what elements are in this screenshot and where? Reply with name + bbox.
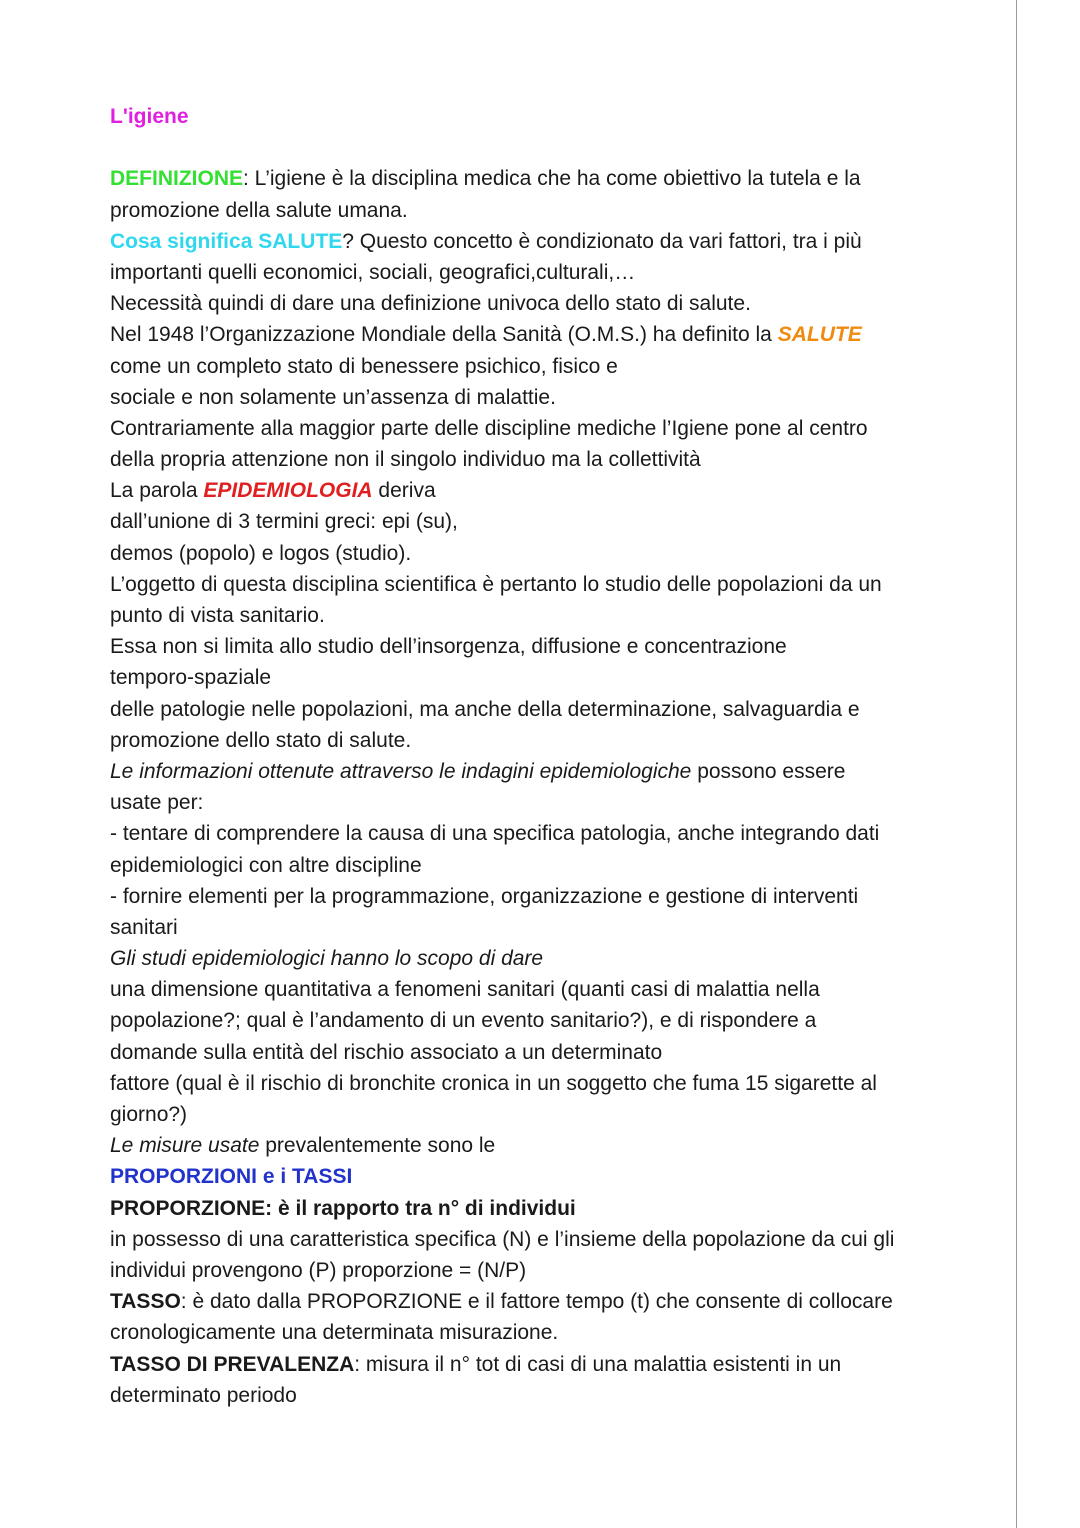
text-span: : L’igiene è la disciplina medica che ha come obiettivo la tutela e la: [243, 167, 861, 191]
term-definizione: DEFINIZIONE: [110, 167, 244, 191]
paragraph-line: punto di vista sanitario.: [110, 604, 325, 627]
term-tasso-di-prevalenza: TASSO DI PREVALENZA: [110, 1352, 355, 1376]
paragraph-line: [110, 319, 990, 350]
heading-proporzione: PROPORZIONE: è il rapporto tra n° di individui: [110, 1196, 576, 1220]
paragraph-line: epidemiologici con altre discipline: [110, 853, 422, 877]
text-span: La parola: [110, 479, 204, 503]
paragraph-line: popolazione?; qual è l’andamento di un evento sanitario?), e di rispondere a: [110, 1009, 817, 1033]
paragraph-line: sociale e non solamente un’assenza di malattie.: [110, 385, 556, 409]
paragraph-line: cronologicamente una determinata misurazione.: [110, 1321, 559, 1345]
paragraph-line: una dimensione quantitativa a fenomeni sanitari (quanti casi di malattia nella: [110, 978, 820, 1002]
text-span: prevalentemente sono le: [259, 1134, 496, 1158]
text-span: : è dato dalla PROPORZIONE e il fattore tempo (t) che consente di collocare: [180, 1290, 893, 1314]
heading-proporzioni-tassi: PROPORZIONI e i TASSI: [110, 1165, 353, 1189]
paragraph-line: sanitari: [110, 915, 178, 939]
paragraph-line: temporo-spaziale: [110, 666, 272, 690]
paragraph-line: giorno?): [110, 1103, 188, 1126]
page-title: L'igiene: [110, 105, 189, 128]
paragraph-line: [110, 475, 990, 506]
paragraph-line: demos (popolo) e logos (studio).: [110, 541, 412, 565]
paragraph-line: [110, 226, 990, 257]
term-epidemiologia: EPIDEMIOLOGIA: [203, 479, 373, 503]
italic-span: Le misure usate: [110, 1134, 260, 1158]
text-span: : misura il n° tot di casi di una malattia esistenti in un: [354, 1352, 842, 1376]
paragraph-line: usate per:: [110, 791, 204, 815]
paragraph-line: [110, 1286, 990, 1317]
paragraph-line: Contrariamente alla maggior parte delle discipline mediche l’Igiene pone al centro: [110, 416, 868, 440]
paragraph-line: domande sulla entità del rischio associato a un determinato: [110, 1040, 663, 1064]
paragraph-line: individui provengono (P) proporzione = (N/P): [110, 1258, 527, 1282]
paragraph-line: dall’unione di 3 termini greci: epi (su),: [110, 510, 458, 534]
text-span: possono essere: [691, 759, 846, 783]
page-edge-divider: [1016, 0, 1017, 1528]
text-span: Nel 1948 l’Organizzazione Mondiale della Sanità (O.M.S.) ha definito la: [110, 323, 778, 347]
paragraph-line: fattore (qual è il rischio di bronchite cronica in un soggetto che fuma 15 sigarette al: [110, 1071, 877, 1095]
paragraph-line: importanti quelli economici, sociali, geografici,culturali,…: [110, 260, 636, 284]
document-body: [110, 101, 990, 1411]
paragraph-line: [110, 163, 990, 194]
paragraph-line: [110, 1349, 990, 1380]
term-cosa-significa-salute: Cosa significa SALUTE: [110, 229, 343, 253]
paragraph-line: come un completo stato di benessere psichico, fisico e: [110, 354, 618, 378]
paragraph-line: determinato periodo: [110, 1383, 297, 1407]
paragraph-line: Necessità quindi di dare una definizione univoca dello stato di salute.: [110, 292, 751, 316]
text-span: deriva: [372, 479, 436, 503]
list-item: - tentare di comprendere la causa di una specifica patologia, anche integrando dati: [110, 822, 880, 846]
italic-span: Le informazioni ottenute attraverso le indagini epidemiologiche: [110, 759, 692, 783]
paragraph-line: L’oggetto di questa disciplina scientifica è pertanto lo studio delle popolazioni da un: [110, 572, 882, 596]
paragraph-line: [110, 1130, 990, 1161]
paragraph-line: Essa non si limita allo studio dell’insorgenza, diffusione e concentrazione: [110, 635, 787, 659]
list-item: - fornire elementi per la programmazione, organizzazione e gestione di interventi: [110, 884, 859, 908]
paragraph-line: [110, 756, 990, 787]
paragraph-line: della propria attenzione non il singolo individuo ma la collettività: [110, 448, 701, 472]
paragraph-line: in possesso di una caratteristica specifica (N) e l’insieme della popolazione da cui gli: [110, 1227, 895, 1251]
paragraph-line: Gli studi epidemiologici hanno lo scopo di dare: [110, 947, 544, 971]
text-span: ? Questo concetto è condizionato da vari fattori, tra i più: [342, 229, 862, 253]
term-tasso: TASSO: [110, 1290, 181, 1314]
paragraph-line: promozione dello stato di salute.: [110, 728, 412, 752]
paragraph-line: promozione della salute umana.: [110, 198, 408, 222]
term-salute: SALUTE: [777, 323, 862, 347]
paragraph-line: delle patologie nelle popolazioni, ma anche della determinazione, salvaguardia e: [110, 697, 860, 721]
